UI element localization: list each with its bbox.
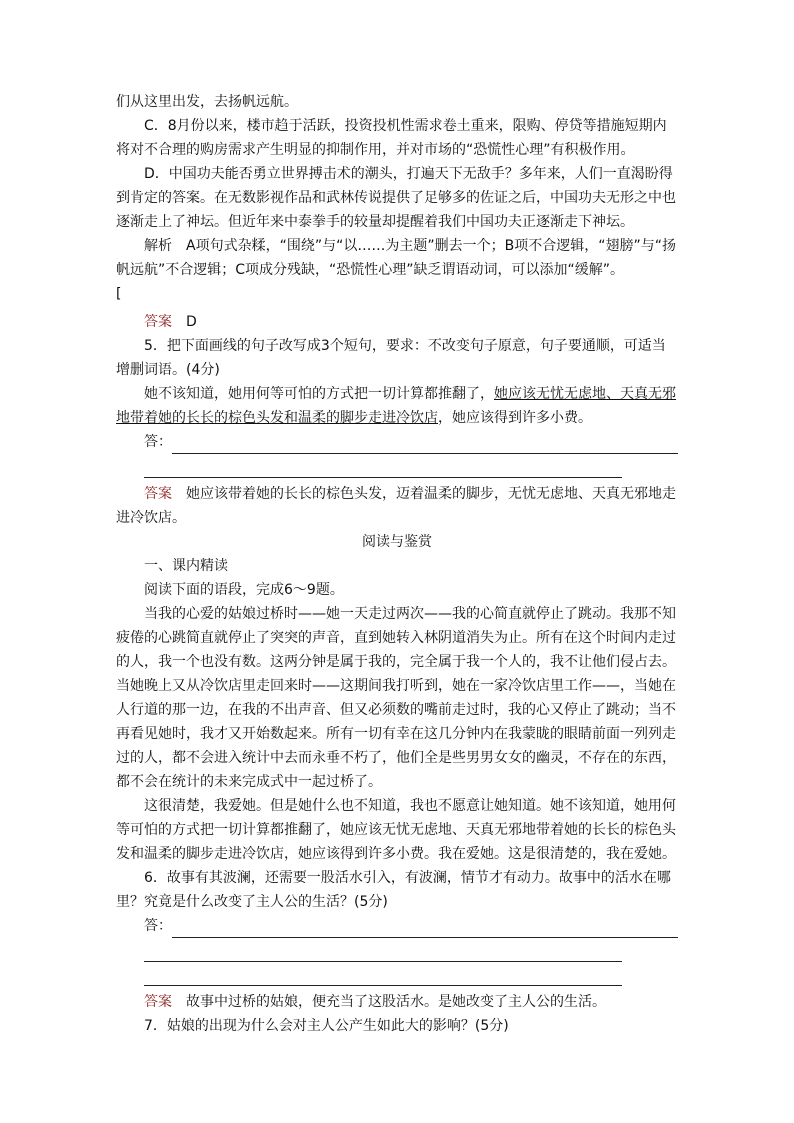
q5-sentence-pre: 她不该知道，她用何等可怕的方式把一切计算都推翻了， bbox=[144, 386, 494, 402]
q5-sentence-underlined: 她应该无忧无虑地、天真无邪地带着她的长长的棕色头发和温柔的脚步走进冷饮店 bbox=[116, 386, 676, 426]
passage-paragraph-2: 这很清楚，我爱她。但是她什么也不知道，我也不愿意让她知道。她不该知道，她用何等可怕的方式把一切计算都推翻了，她应该无忧无虑地、天真无邪地带着她的长长的棕色头发和温柔的脚步走进冷饮店，她应该得到许多小费。我在爱她。这是很清楚的，我在爱她。 bbox=[116, 798, 676, 862]
passage-paragraph-1: 当我的心爱的姑娘过桥时——她一天走过两次——我的心简直就停止了跳动。我那不知疲倦的心跳简直就停止了突突的声音，直到她转入林阴道消失为止。所有在这个时间内走过的人，我一个也没有数。这两分钟是属于我的，完全属于我一个人的，我不让他们侵占去。当她晚上又从冷饮店里走回来时——这期间我打听到，她在一家冷饮店里工作——，当她在人行道的那一边，在我的不出声音、但又必须数的嘴前走过时，我的心又停止了跳动；当不再看见她时，我才又开始数起来。所有一切有幸在这几分钟内在我蒙眬的眼睛前面一列列走过的人，都不会进入统计中去而永垂不朽了，他们全是些男男女女的幽灵，不存在的东西，都不会在统计的未来完成式中一起过桥了。 bbox=[116, 606, 676, 790]
reading-instruction: 阅读下面的语段，完成6～9题。 bbox=[144, 582, 344, 598]
answer-label: 答案 bbox=[144, 486, 172, 502]
answer-text: 她应该带着她的长长的棕色头发，迈着温柔的脚步，无忧无虑地、天真无邪地走进冷饮店。 bbox=[116, 486, 676, 526]
q6-answer bbox=[116, 990, 678, 1014]
subsection-title: 一、课内精读 bbox=[144, 558, 228, 574]
q5-prompt: 5．把下面画线的句子改写成3个短句，要求：不改变句子原意，句子要通顺，可适当增删词语。(4分) bbox=[116, 338, 666, 378]
q5-answer bbox=[116, 482, 678, 530]
q6-prompt: 6．故事有其波澜，还需要一股活水引入，有波澜，情节才有动力。故事中的活水在哪里？究竟是什么改变了主人公的生活？(5分) bbox=[116, 870, 671, 910]
answer-label: 答案 bbox=[144, 314, 172, 330]
q7-prompt: 7．姑娘的出现为什么会对主人公产生如此大的影响？(5分) bbox=[144, 1018, 509, 1034]
answer-line[interactable] bbox=[172, 919, 678, 938]
q6-answer-blank-2[interactable] bbox=[144, 938, 678, 962]
stray-bracket: [ bbox=[116, 286, 122, 302]
answer-text: D bbox=[186, 314, 197, 330]
analysis: 解析 A项句式杂糅，“围绕”与“以……为主题”删去一个；B项不合逻辑，“翅膀”与“扬帆远航”不合逻辑；C项成分残缺，“恐慌性心理”缺乏谓语动词，可以添加“缓解”。 bbox=[116, 238, 676, 278]
q5-sentence-post: ，她应该得到许多小费。 bbox=[438, 410, 592, 426]
answer-prefix: 答： bbox=[144, 434, 172, 450]
answer-line[interactable] bbox=[144, 943, 622, 962]
document-page bbox=[116, 90, 678, 1038]
q5-sentence bbox=[116, 382, 678, 430]
answer-text: 故事中过桥的姑娘，便充当了这股活水。是她改变了主人公的生活。 bbox=[186, 994, 606, 1010]
q6-answer-blank[interactable] bbox=[144, 914, 678, 938]
q6-answer-blank-3[interactable] bbox=[144, 962, 678, 986]
answer-prefix: 答： bbox=[144, 918, 172, 934]
q4-answer bbox=[116, 310, 678, 334]
answer-line[interactable] bbox=[172, 435, 678, 454]
option-c: C．8月份以来，楼市趋于活跃，投资投机性需求卷土重来，限购、停贷等措施短期内将对不合理的购房需求产生明显的抑制作用，并对市场的“恐慌性心理”有积极作用。 bbox=[116, 118, 667, 158]
answer-line[interactable] bbox=[144, 967, 622, 986]
answer-label: 答案 bbox=[144, 994, 172, 1010]
section-title: 阅读与鉴赏 bbox=[362, 534, 432, 550]
answer-line[interactable] bbox=[144, 459, 622, 478]
q5-answer-blank-2[interactable] bbox=[144, 454, 678, 478]
q5-answer-blank[interactable] bbox=[144, 430, 678, 454]
option-b-tail: 们从这里出发，去扬帆远航。 bbox=[116, 94, 298, 110]
option-d: D．中国功夫能否勇立世界搏击术的潮头，打遍天下无敌手？多年来，人们一直渴盼得到肯定的答案。在无数影视作品和武林传说提供了足够多的佐证之后，中国功夫无形之中也逐渐走上了神坛。但近年来中泰拳手的较量却提醒着我们中国功夫正逐渐走下神坛。 bbox=[116, 166, 676, 230]
